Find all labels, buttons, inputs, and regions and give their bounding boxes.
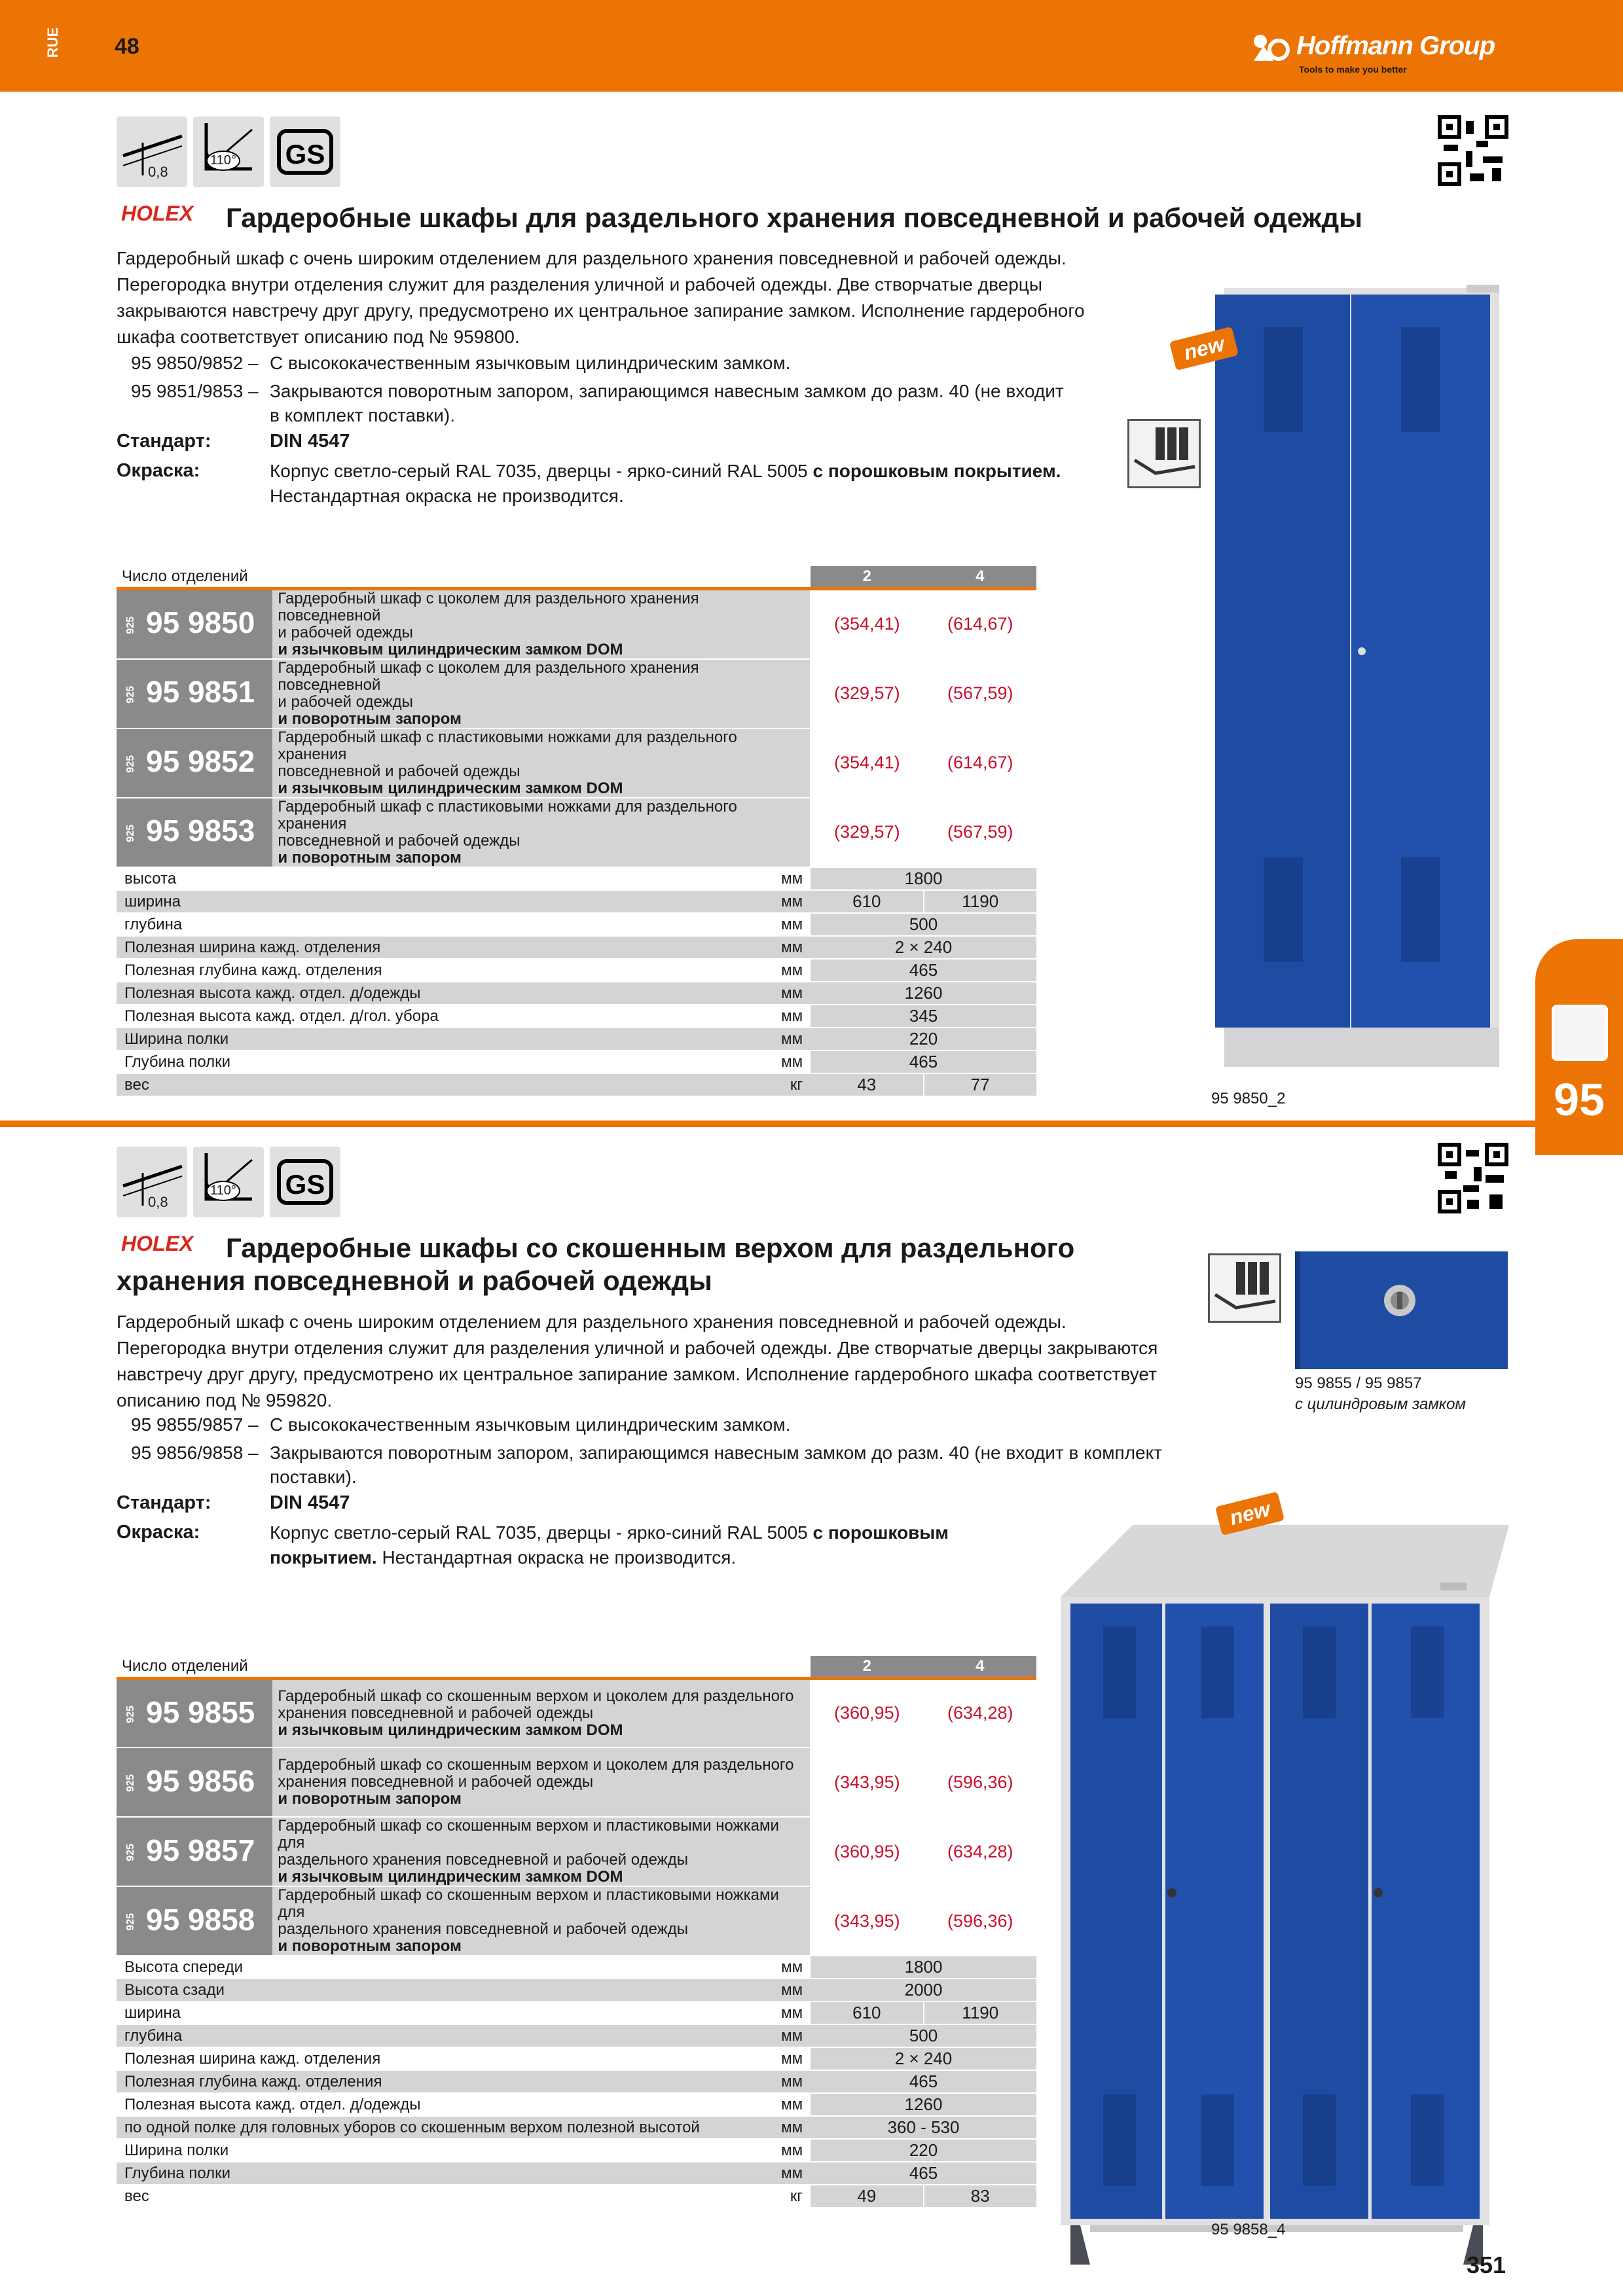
option2-text: Закрываются поворотным запором, запирающимся навесным замком до разм. 40 (не входит в комплект xyxy=(270,1443,1163,1463)
spec-label: Полезная глубина кажд. отделения xyxy=(124,961,382,979)
desc-line: Перегородка внутри отделения служит для разделения уличной и рабочей одежды. Две створчатые дверцы закрываются xyxy=(117,1338,1158,1358)
product-table xyxy=(117,566,1036,1097)
spec-unit: мм xyxy=(781,1030,803,1048)
spec-row xyxy=(117,1028,1036,1050)
article-code: 95 9855 xyxy=(146,1695,255,1729)
desc-line-1: Гардеробный шкаф с цоколем для раздельного хранения повседневной xyxy=(278,589,699,624)
desc-line-2: и рабочей одежды xyxy=(278,692,413,711)
qr-code-icon[interactable] xyxy=(1437,115,1509,187)
desc-line-3: и поворотным запором xyxy=(278,709,462,728)
door-angle-icon xyxy=(193,1147,264,1217)
spec-name xyxy=(117,1073,811,1096)
spec-value-2: 610 xyxy=(811,2001,923,2024)
article-number[interactable] xyxy=(117,588,272,659)
article-code: 95 9850 xyxy=(146,605,255,640)
spec-value: 465 xyxy=(811,1050,1036,1073)
col-2-header: 2 xyxy=(811,566,923,588)
spec-label: глубина xyxy=(124,915,183,933)
desc-line-1: Гардеробный шкаф с цоколем для раздельного хранения повседневной xyxy=(278,658,699,694)
col-2-header: 2 xyxy=(811,1656,923,1678)
spec-unit: мм xyxy=(781,938,803,956)
spec-value: 2 × 240 xyxy=(811,936,1036,959)
option1-text: С высококачественным язычковым цилиндрическим замком. xyxy=(270,353,791,373)
desc-line-2: раздельного хранения повседневной и рабочей одежды xyxy=(278,1920,688,1938)
spec-label: вес xyxy=(124,1075,149,1094)
article-number[interactable] xyxy=(117,1748,272,1817)
spec-label: Полезная ширина кажд. отделения xyxy=(124,938,381,956)
spec-unit: мм xyxy=(781,1052,803,1071)
desc-line-3: и язычковым цилиндрическим замком DOM xyxy=(278,779,623,797)
new-badge: new xyxy=(1169,327,1239,370)
price-2-compartments: (354,41) xyxy=(811,728,923,798)
desc-line-3: и язычковым цилиндрическим замком DOM xyxy=(278,1721,623,1739)
price-2-compartments: (360,95) xyxy=(811,1678,923,1748)
article-description xyxy=(272,798,811,867)
price-2-compartments: (343,95) xyxy=(811,1748,923,1817)
option1-code: 95 9855/9857 – xyxy=(131,1414,259,1435)
article-code: 95 9851 xyxy=(146,675,255,709)
article-code: 95 9856 xyxy=(146,1763,255,1798)
article-prefix: 925 xyxy=(125,1774,136,1793)
spec-unit: кг xyxy=(790,1075,803,1094)
paint-label: Окраска: xyxy=(117,1522,200,1543)
price-4-compartments: (567,59) xyxy=(924,798,1036,867)
spec-label: ширина xyxy=(124,892,181,910)
spec-name xyxy=(117,2162,811,2185)
product-row xyxy=(117,1886,1036,1956)
spec-name xyxy=(117,959,811,982)
price-2-compartments: (329,57) xyxy=(811,798,923,867)
spec-unit: мм xyxy=(781,2073,803,2090)
article-description xyxy=(272,1817,811,1886)
paint-value xyxy=(270,458,1061,484)
svg-text:GS: GS xyxy=(285,139,325,170)
desc-line-1: Гардеробный шкаф с пластиковыми ножками для раздельного хранения xyxy=(278,797,737,833)
spec-unit: мм xyxy=(781,2164,803,2182)
lock-detail-image xyxy=(1295,1251,1508,1369)
gs-certification-icon xyxy=(270,1147,340,1217)
spec-value: 220 xyxy=(811,2139,1036,2162)
price-2-compartments: (360,95) xyxy=(811,1817,923,1886)
article-code: 95 9853 xyxy=(146,814,255,848)
spec-value: 2 × 240 xyxy=(811,2047,1036,2070)
product-row xyxy=(117,798,1036,867)
paint-note xyxy=(270,1545,736,1571)
spec-unit: мм xyxy=(781,2004,803,2022)
spec-unit: мм xyxy=(781,2027,803,2045)
standard-value: DIN 4547 xyxy=(270,1492,350,1513)
article-description xyxy=(272,659,811,728)
desc-line-1: Гардеробный шкаф со скошенным верхом и пластиковыми ножками для xyxy=(278,1886,779,1921)
desc-line-2: и рабочей одежды xyxy=(278,623,413,641)
spec-name xyxy=(117,2139,811,2162)
spec-row xyxy=(117,982,1036,1005)
desc-line: описанию под № 959820. xyxy=(117,1390,333,1410)
spec-value: 1800 xyxy=(811,867,1036,890)
article-prefix: 925 xyxy=(125,1706,136,1723)
spec-label: Полезная высота кажд. отдел. д/одежды xyxy=(124,2096,421,2113)
svg-text:GS: GS xyxy=(285,1169,325,1200)
price-4-compartments: (614,67) xyxy=(924,588,1036,659)
standard-label: Стандарт: xyxy=(117,1492,211,1513)
storage-icon xyxy=(1208,1253,1281,1323)
article-description xyxy=(272,1678,811,1748)
paint-value xyxy=(270,1520,949,1546)
spec-name xyxy=(117,2070,811,2093)
paint-text: Корпус светло-серый RAL 7035, дверцы - ярко-синий RAL 5005 xyxy=(270,1522,808,1543)
spec-label: Полезная ширина кажд. отделения xyxy=(124,2050,381,2068)
chapter-number: 95 xyxy=(1554,1074,1605,1125)
desc-line: Гардеробный шкаф с очень широким отделением для раздельного хранения повседневной и рабочей одежды. xyxy=(117,1312,1067,1332)
spec-row xyxy=(117,2116,1036,2139)
spec-row xyxy=(117,890,1036,913)
section2-description xyxy=(117,1309,1230,1414)
spec-label: по одной полке для головных уборов со скошенным верхом полезной высотой xyxy=(124,2119,700,2136)
spec-unit: мм xyxy=(781,984,803,1002)
article-number[interactable] xyxy=(117,728,272,798)
desc-line-3: и поворотным запором xyxy=(278,1937,462,1955)
desc-line-3: и поворотным запором xyxy=(278,1790,462,1808)
spec-unit: мм xyxy=(781,892,803,910)
article-description xyxy=(272,1748,811,1817)
gs-certification-icon xyxy=(270,117,340,187)
spec-row xyxy=(117,1073,1036,1096)
spec-value: 360 - 530 xyxy=(811,2116,1036,2139)
spec-name xyxy=(117,913,811,936)
option2-text-cont: поставки). xyxy=(270,1467,357,1487)
new-badge: new xyxy=(1215,1492,1285,1535)
spec-row xyxy=(117,2185,1036,2208)
option1-text: С высококачественным язычковым цилиндрическим замком. xyxy=(270,1414,791,1435)
spec-value-2: 49 xyxy=(811,2185,923,2208)
holex-brand-logo: HOLEX xyxy=(121,202,194,225)
spec-unit: мм xyxy=(781,2050,803,2068)
spec-value: 465 xyxy=(811,959,1036,982)
spec-row xyxy=(117,1956,1036,1979)
spec-name xyxy=(117,2001,811,2024)
spec-label: вес xyxy=(124,2187,149,2205)
spec-value: 500 xyxy=(811,913,1036,936)
price-4-compartments: (634,28) xyxy=(924,1817,1036,1886)
qr-code-icon[interactable] xyxy=(1437,1142,1509,1214)
article-code: 95 9858 xyxy=(146,1902,255,1937)
paint-bold: с порошковым покрытием. xyxy=(812,461,1061,481)
desc-line-2: повседневной и рабочей одежды xyxy=(278,762,520,780)
option1-code: 95 9850/9852 – xyxy=(131,353,259,373)
article-prefix: 925 xyxy=(125,685,136,704)
language-code: RUE xyxy=(45,27,62,58)
spec-name xyxy=(117,2024,811,2047)
product-table xyxy=(117,1656,1036,2208)
article-number[interactable] xyxy=(117,798,272,867)
option2-code: 95 9856/9858 – xyxy=(131,1443,259,1463)
price-4-compartments: (596,36) xyxy=(924,1886,1036,1956)
spec-value-4: 1190 xyxy=(924,2001,1036,2024)
option2-text-cont: в комплект поставки). xyxy=(270,405,455,425)
desc-line-2: повседневной и рабочей одежды xyxy=(278,831,520,850)
angle-label: 110° xyxy=(206,151,240,171)
spec-name xyxy=(117,1028,811,1050)
angle-label: 110° xyxy=(206,1181,240,1201)
paint-label: Окраска: xyxy=(117,460,200,481)
holex-brand-logo: HOLEX xyxy=(121,1232,194,1255)
spec-unit: мм xyxy=(781,961,803,979)
spec-value: 1260 xyxy=(811,2093,1036,2116)
storage-icon xyxy=(1127,419,1201,488)
spec-label: глубина xyxy=(124,2027,183,2045)
page-number-right: 351 xyxy=(1467,2251,1506,2278)
spec-label: Полезная высота кажд. отдел. д/гол. убора xyxy=(124,1007,439,1025)
spec-name xyxy=(117,2093,811,2116)
article-code: 95 9852 xyxy=(146,744,255,779)
lock-caption-codes: 95 9855 / 95 9857 xyxy=(1295,1374,1422,1392)
spec-row xyxy=(117,2070,1036,2093)
spec-row xyxy=(117,1050,1036,1073)
spec-name xyxy=(117,1005,811,1028)
standard-label: Стандарт: xyxy=(117,431,211,452)
spec-value: 1260 xyxy=(811,982,1036,1005)
spec-value-4: 83 xyxy=(924,2185,1036,2208)
spec-name xyxy=(117,982,811,1005)
spec-unit: мм xyxy=(781,1958,803,1976)
spec-value: 500 xyxy=(811,2024,1036,2047)
desc-line-3: и язычковым цилиндрическим замком DOM xyxy=(278,640,623,658)
spec-label: Ширина полки xyxy=(124,1030,229,1048)
spec-unit: кг xyxy=(790,2187,803,2205)
sheet-thickness-icon xyxy=(117,117,187,187)
spec-row xyxy=(117,936,1036,959)
section1-description xyxy=(117,245,1151,350)
desc-line-3: и язычковым цилиндрическим замком DOM xyxy=(278,1868,623,1886)
sheet-thickness-icon xyxy=(117,1147,187,1217)
spec-value-2: 610 xyxy=(811,890,923,913)
product-row xyxy=(117,659,1036,728)
spec-value-4: 77 xyxy=(924,1073,1036,1096)
paint-note: Нестандартная окраска не производится. xyxy=(270,486,624,506)
spec-value: 2000 xyxy=(811,1979,1036,2001)
product-row xyxy=(117,588,1036,659)
article-code: 95 9857 xyxy=(146,1833,255,1867)
product-row xyxy=(117,1817,1036,1886)
spec-value: 465 xyxy=(811,2070,1036,2093)
paint-bold: покрытием. xyxy=(270,1547,377,1568)
spec-row xyxy=(117,2001,1036,2024)
article-number[interactable] xyxy=(117,1886,272,1956)
paint-text: Нестандартная окраска не производится. xyxy=(382,1547,737,1568)
spec-label: ширина xyxy=(124,2004,181,2022)
spec-row xyxy=(117,913,1036,936)
spec-row xyxy=(117,2139,1036,2162)
col-4-header: 4 xyxy=(924,566,1036,588)
desc-line-2: хранения повседневной и рабочей одежды xyxy=(278,1773,594,1791)
spec-unit: мм xyxy=(781,1007,803,1025)
thickness-label: 0,8 xyxy=(148,164,168,180)
desc-line-3: и поворотным запором xyxy=(278,848,462,867)
spec-row xyxy=(117,2162,1036,2185)
spec-name xyxy=(117,2116,811,2139)
spec-unit: мм xyxy=(781,915,803,933)
spec-name xyxy=(117,867,811,890)
section-separator xyxy=(0,1121,1535,1127)
spec-name xyxy=(117,2047,811,2070)
price-2-compartments: (354,41) xyxy=(811,588,923,659)
desc-line-1: Гардеробный шкаф со скошенным верхом и пластиковыми ножками для xyxy=(278,1817,779,1852)
spec-label: Высота спереди xyxy=(124,1958,244,1976)
article-prefix: 925 xyxy=(125,1913,136,1931)
brand-tagline: Tools to make you better xyxy=(1299,64,1407,75)
spec-name xyxy=(117,890,811,913)
product-row xyxy=(117,728,1036,798)
hoffmann-logo-icon xyxy=(1247,31,1293,64)
spec-unit: мм xyxy=(781,1981,803,1999)
spec-value: 220 xyxy=(811,1028,1036,1050)
desc-line: навстречу друг другу, предусмотрено их центральное запирание замком. Исполнение гардеробного шкафа соответствует xyxy=(117,1364,1157,1384)
article-number[interactable] xyxy=(117,659,272,728)
desc-line-2: раздельного хранения повседневной и рабочей одежды xyxy=(278,1851,688,1869)
price-2-compartments: (343,95) xyxy=(811,1886,923,1956)
price-4-compartments: (567,59) xyxy=(924,659,1036,728)
option2-code: 95 9851/9853 – xyxy=(131,381,259,401)
desc-line-2: хранения повседневной и рабочей одежды xyxy=(278,1704,594,1722)
spec-value-4: 1190 xyxy=(924,890,1036,913)
price-2-compartments: (329,57) xyxy=(811,659,923,728)
option2-text: Закрываются поворотным запором, запирающимся навесным замком до разм. 40 (не входит xyxy=(270,381,1064,401)
spec-unit: мм xyxy=(781,2096,803,2113)
spec-row xyxy=(117,2047,1036,2070)
spec-value-2: 43 xyxy=(811,1073,923,1096)
article-description xyxy=(272,728,811,798)
product-row xyxy=(117,1748,1036,1817)
spec-row xyxy=(117,1005,1036,1028)
lock-caption-text: с цилиндровым замком xyxy=(1295,1395,1466,1413)
article-prefix: 925 xyxy=(125,824,136,842)
spec-value: 1800 xyxy=(811,1956,1036,1979)
price-4-compartments: (596,36) xyxy=(924,1748,1036,1817)
spec-row xyxy=(117,959,1036,982)
spec-unit: мм xyxy=(781,869,803,888)
cabinet-icon xyxy=(1552,1005,1608,1061)
spec-row xyxy=(117,2024,1036,2047)
price-4-compartments: (614,67) xyxy=(924,728,1036,798)
image-caption: 95 9858_4 xyxy=(1211,2221,1286,2238)
paint-bold: с порошковым xyxy=(812,1522,949,1543)
thickness-label: 0,8 xyxy=(148,1194,168,1210)
spec-label: Ширина полки xyxy=(124,2142,229,2159)
spec-name xyxy=(117,936,811,959)
article-number[interactable] xyxy=(117,1678,272,1748)
paint-text: Корпус светло-серый RAL 7035, дверцы - ярко-синий RAL 5005 xyxy=(270,461,808,481)
article-description xyxy=(272,1886,811,1956)
article-prefix: 925 xyxy=(125,1844,136,1862)
spec-value: 345 xyxy=(811,1005,1036,1028)
standard-value: DIN 4547 xyxy=(270,431,350,452)
spec-row xyxy=(117,867,1036,890)
desc-line: закрываются навстречу друг другу, предусмотрено их центральное запирание замком. Исполнение гардеробного xyxy=(117,300,1085,321)
article-description xyxy=(272,588,811,659)
image-caption: 95 9850_2 xyxy=(1211,1090,1286,1107)
spec-label: Полезная высота кажд. отдел. д/одежды xyxy=(124,984,421,1002)
section2-title-line1: Гардеробные шкафы со скошенным верхом для раздельного xyxy=(226,1232,1075,1263)
door-angle-icon xyxy=(193,117,264,187)
spec-name xyxy=(117,2185,811,2208)
spec-row xyxy=(117,2093,1036,2116)
desc-line-1: Гардеробный шкаф с пластиковыми ножками для раздельного хранения xyxy=(278,728,737,763)
spec-value: 465 xyxy=(811,2162,1036,2185)
desc-line-1: Гардеробный шкаф со скошенным верхом и цоколем для раздельного xyxy=(278,1687,794,1705)
price-4-compartments: (634,28) xyxy=(924,1678,1036,1748)
spec-label: Глубина полки xyxy=(124,1052,231,1071)
spec-name xyxy=(117,1050,811,1073)
section1-title: Гардеробные шкафы для раздельного хранения повседневной и рабочей одежды xyxy=(226,202,1363,233)
cabinet-image xyxy=(1181,281,1499,1067)
spec-row xyxy=(117,1979,1036,2001)
spec-label: Высота сзади xyxy=(124,1981,225,1999)
desc-line: Перегородка внутри отделения служит для разделения уличной и рабочей одежды. Две створчатые дверцы xyxy=(117,274,1042,295)
article-prefix: 925 xyxy=(125,755,136,773)
product-row xyxy=(117,1678,1036,1748)
spec-unit: мм xyxy=(781,2119,803,2136)
brand-logo-text: Hoffmann Group xyxy=(1296,31,1495,60)
cabinet-image xyxy=(1054,1497,1512,2278)
compartments-header: Число отделений xyxy=(117,566,811,588)
article-prefix: 925 xyxy=(125,616,136,634)
spec-label: Глубина полки xyxy=(124,2164,231,2182)
section2-title-line2: хранения повседневной и рабочей одежды xyxy=(117,1265,712,1296)
page-number-left: 48 xyxy=(115,34,139,59)
spec-name xyxy=(117,1979,811,2001)
spec-name xyxy=(117,1956,811,1979)
spec-unit: мм xyxy=(781,2142,803,2159)
compartments-header: Число отделений xyxy=(117,1656,811,1678)
desc-line: шкафа соответствует описанию под № 959800. xyxy=(117,327,520,347)
article-number[interactable] xyxy=(117,1817,272,1886)
spec-label: Полезная глубина кажд. отделения xyxy=(124,2073,382,2090)
desc-line-1: Гардеробный шкаф со скошенным верхом и цоколем для раздельного xyxy=(278,1756,794,1774)
col-4-header: 4 xyxy=(924,1656,1036,1678)
desc-line: Гардеробный шкаф с очень широким отделением для раздельного хранения повседневной и рабочей одежды. xyxy=(117,248,1067,268)
spec-label: высота xyxy=(124,869,177,888)
